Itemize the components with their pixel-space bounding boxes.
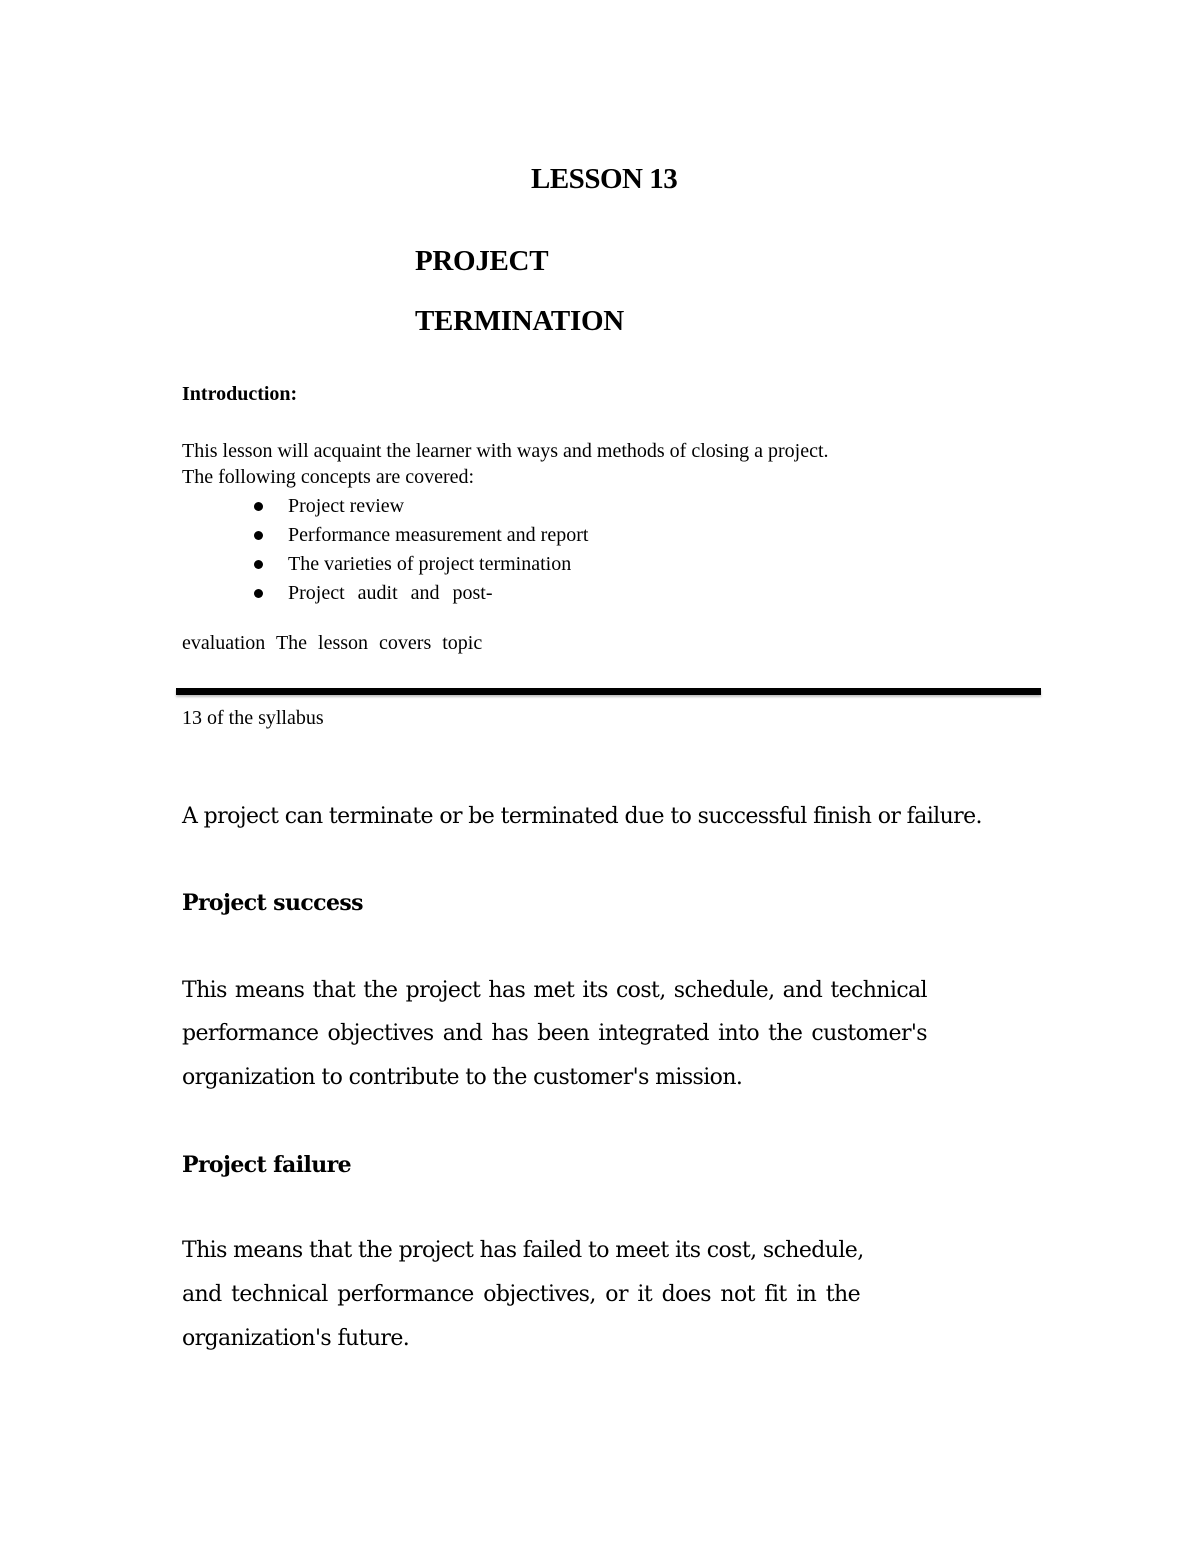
failure-line-3: organization's future. xyxy=(182,1326,410,1351)
page-title-line-1: PROJECT xyxy=(415,245,549,277)
bullet-icon xyxy=(254,531,263,540)
success-line-1: This means that the project has met its cost, schedule, and technical xyxy=(182,978,927,1003)
syllabus-reference: 13 of the syllabus xyxy=(182,707,324,729)
termination-paragraph: A project can terminate or be terminated due to successful finish or failure. xyxy=(182,804,982,829)
concepts-list xyxy=(250,492,588,608)
failure-line-1: This means that the project has failed to meet its cost, schedule, xyxy=(182,1238,864,1263)
project-success-heading: Project success xyxy=(182,890,363,916)
list-item-text: Project audit and post- xyxy=(288,582,493,604)
intro-line-2: The following concepts are covered: xyxy=(182,466,475,488)
failure-line-2: and technical performance objectives, or it does not fit in the xyxy=(182,1282,860,1307)
bullet-icon xyxy=(254,589,263,598)
list-item-text: Project review xyxy=(288,495,405,517)
bullet-icon xyxy=(254,502,263,511)
bullet-icon xyxy=(254,560,263,569)
list-item xyxy=(250,579,588,608)
list-item-text: The varieties of project termination xyxy=(288,553,572,575)
lesson-number: LESSON 13 xyxy=(531,163,678,195)
list-item xyxy=(250,550,588,579)
introduction-heading: Introduction: xyxy=(182,383,298,405)
intro-continuation: evaluation The lesson covers topic xyxy=(182,632,483,654)
success-line-3: organization to contribute to the customer's mission. xyxy=(182,1065,743,1090)
project-failure-heading: Project failure xyxy=(182,1152,351,1178)
page-title-line-2: TERMINATION xyxy=(415,305,624,337)
list-item xyxy=(250,492,588,521)
list-item xyxy=(250,521,588,550)
list-item-text: Performance measurement and report xyxy=(288,524,589,546)
intro-line-1: This lesson will acquaint the learner with ways and methods of closing a project. xyxy=(182,440,829,462)
success-line-2: performance objectives and has been integrated into the customer's xyxy=(182,1021,927,1046)
horizontal-divider xyxy=(176,688,1041,695)
